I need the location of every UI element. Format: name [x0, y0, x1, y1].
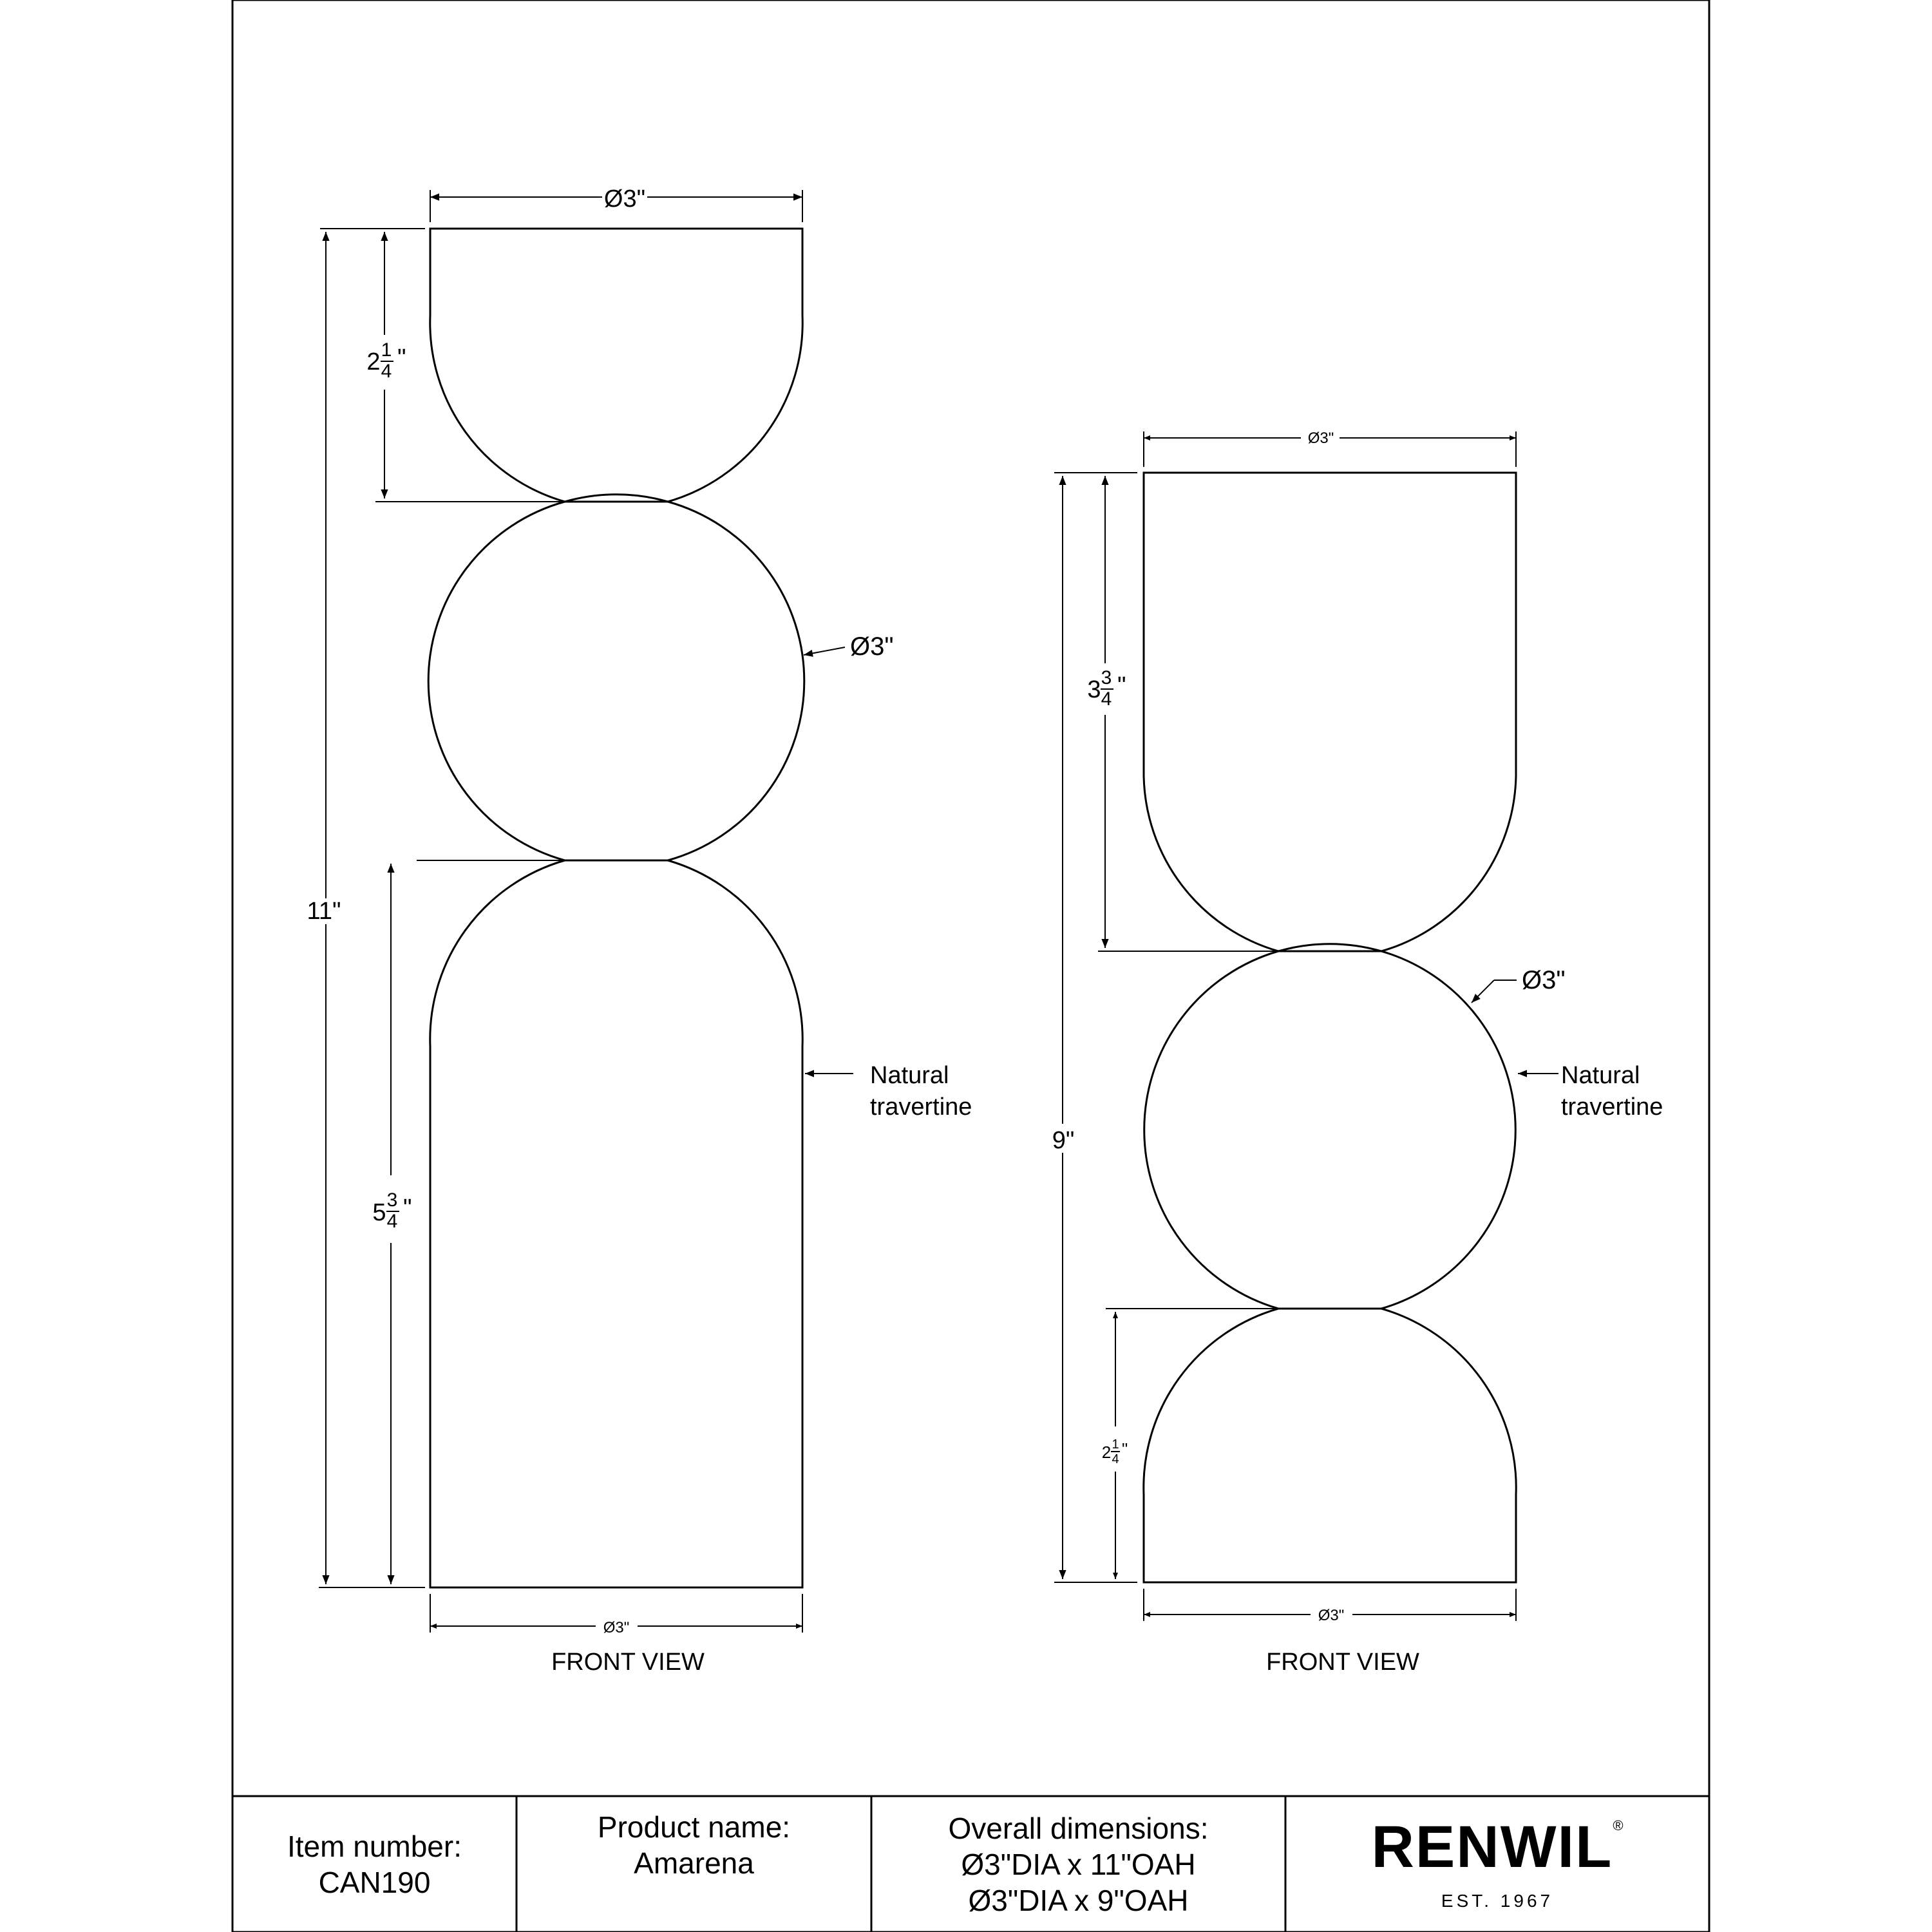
brand-wordmark: RENWIL	[1371, 1814, 1613, 1880]
right-bottom-section-inch: "	[1122, 1439, 1128, 1459]
left-top-cup-outline	[430, 229, 802, 502]
right-bottom-section-num: 1	[1112, 1437, 1119, 1452]
right-material-line1: Natural	[1561, 1062, 1640, 1089]
right-sphere-dia-label: Ø3"	[1522, 966, 1566, 994]
left-bottom-section-whole: 5	[372, 1199, 386, 1226]
right-front-view	[1144, 473, 1516, 1582]
left-bottom-section-den: 4	[386, 1211, 398, 1232]
overall-dimensions-label: Overall dimensions:	[948, 1811, 1209, 1845]
right-top-cup-outline	[1144, 473, 1516, 951]
brand-logo	[1371, 1814, 1624, 1911]
left-sphere-dia-label: Ø3"	[850, 632, 894, 661]
sheet-border	[232, 0, 1709, 1932]
right-top-section-whole: 3	[1087, 676, 1101, 703]
left-overall-height-label: 11"	[307, 898, 341, 925]
left-front-view	[428, 229, 804, 1587]
right-top-section-num: 3	[1101, 667, 1112, 688]
item-number-value: CAN190	[318, 1865, 431, 1899]
brand-established: EST. 1967	[1441, 1890, 1554, 1911]
left-top-section-whole: 2	[366, 348, 381, 375]
product-name-cell	[516, 1796, 871, 1932]
left-material-line1: Natural	[870, 1062, 949, 1089]
left-base-outline	[430, 860, 802, 1587]
right-view-label: FRONT VIEW	[1266, 1649, 1419, 1676]
right-top-width-label: Ø3"	[1307, 430, 1334, 447]
brand-registered-mark: ®	[1613, 1817, 1624, 1833]
left-bottom-width-label: Ø3"	[603, 1619, 630, 1636]
left-bottom-section-inch: "	[403, 1195, 412, 1222]
right-overall-height-label: 9"	[1052, 1127, 1075, 1154]
right-top-section-inch: "	[1117, 672, 1126, 699]
left-top-section-inch: "	[397, 345, 406, 372]
left-view-label: FRONT VIEW	[551, 1649, 705, 1676]
right-sphere-outline	[1144, 944, 1516, 1309]
brand-cell	[1285, 1796, 1709, 1932]
overall-dimensions-line1: Ø3"DIA x 11"OAH	[961, 1847, 1196, 1881]
right-bottom-width-label: Ø3"	[1318, 1607, 1345, 1624]
left-sphere-outline	[428, 495, 804, 860]
left-top-section-num: 1	[381, 339, 392, 361]
product-name-value: Amarena	[634, 1846, 754, 1880]
left-bottom-section-num: 3	[386, 1189, 398, 1211]
left-dimension-lines	[319, 190, 853, 1633]
right-bottom-section-den: 4	[1112, 1452, 1119, 1466]
right-bottom-section-whole: 2	[1101, 1443, 1112, 1462]
left-material-line2: travertine	[870, 1094, 972, 1121]
item-number-cell	[232, 1796, 516, 1932]
left-top-width-label: Ø3"	[603, 185, 646, 213]
item-number-label: Item number:	[287, 1829, 462, 1863]
left-dimension-text	[307, 185, 972, 1676]
left-top-section-den: 4	[381, 361, 392, 382]
right-material-line2: travertine	[1561, 1094, 1663, 1121]
overall-dimensions-cell	[871, 1796, 1285, 1932]
product-name-label: Product name:	[597, 1810, 791, 1844]
title-block	[232, 1796, 1709, 1932]
right-top-section-den: 4	[1101, 688, 1112, 710]
right-base-outline	[1144, 1309, 1516, 1582]
overall-dimensions-line2: Ø3"DIA x 9"OAH	[968, 1883, 1189, 1917]
